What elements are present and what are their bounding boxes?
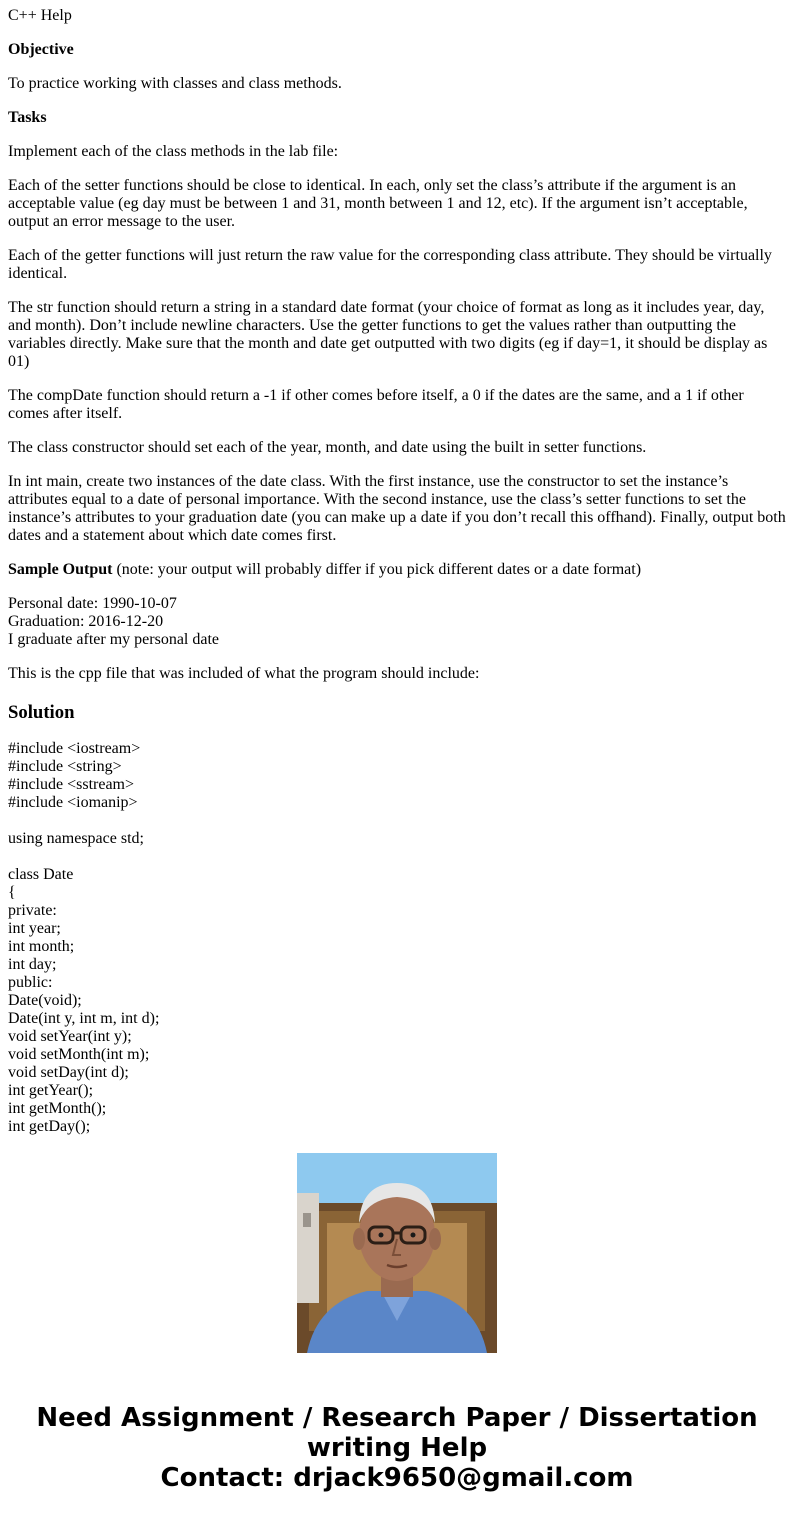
code-line: class Date — [8, 866, 74, 883]
promo-contact: Contact: drjack9650@gmail.com — [160, 1463, 634, 1493]
promo-line-1: Need Assignment / Research Paper / Dissertation — [36, 1403, 758, 1433]
code-line: int getMonth(); — [8, 1100, 107, 1117]
code-line: public: — [8, 974, 53, 991]
setter-paragraph: Each of the setter functions should be close to identical. In each, only set the class’s attribute if the argument is an acceptable value (eg day must be between 1 and 31, month between 1 and 12, etc). If the argument isn’t acceptable, output an error message to the user. — [8, 177, 748, 230]
promo-line-2: writing Help — [306, 1433, 488, 1463]
sample-output-line-3: I graduate after my personal date — [8, 631, 220, 648]
sample-output-line-2: Graduation: 2016-12-20 — [8, 613, 164, 630]
main-paragraph: In int main, create two instances of the date class. With the first instance, use the constructor to set the instance’s attributes equal to a date of personal importance. With the second instance, use the class’s setter functions to set the instance’s attributes to your graduation date (you can make up a date if you don’t recall this offhand). Finally, output both dates and a statement about which date comes first. — [8, 473, 786, 544]
compdate-paragraph: The compDate function should return a -1 if other comes before itself, a 0 if the dates are the same, and a 1 if other comes after itself. — [8, 387, 744, 422]
solution-code — [8, 740, 786, 1136]
objective-heading: Objective — [8, 41, 74, 58]
author-photo-drawing — [297, 1153, 497, 1353]
sample-output-line-1: Personal date: 1990-10-07 — [8, 595, 177, 612]
sample-output-note: (note: your output will probably differ if you pick different dates or a date format) — [112, 561, 642, 578]
code-line: int day; — [8, 956, 57, 973]
code-line: void setYear(int y); — [8, 1028, 132, 1045]
code-line — [8, 812, 786, 830]
sample-output-label: Sample Output — [8, 561, 113, 578]
code-line: int year; — [8, 920, 61, 937]
tasks-intro: Implement each of the class methods in the lab file: — [8, 143, 339, 160]
promo-banner — [0, 1403, 794, 1493]
code-line: void setDay(int d); — [8, 1064, 129, 1081]
code-line — [8, 848, 786, 866]
constructor-paragraph: The class constructor should set each of the year, month, and date using the built in setter functions. — [8, 439, 647, 456]
code-line: int month; — [8, 938, 75, 955]
code-line: #include <iomanip> — [8, 794, 138, 811]
code-line: #include <iostream> — [8, 740, 141, 757]
code-line: void setMonth(int m); — [8, 1046, 150, 1063]
objective-text: To practice working with classes and class methods. — [8, 75, 342, 92]
code-line: private: — [8, 902, 57, 919]
code-line: Date(void); — [8, 992, 82, 1009]
question-title: C++ Help — [8, 7, 72, 24]
str-paragraph: The str function should return a string in a standard date format (your choice of format as long as it includes year, day, and month). Don’t include newline characters. Use the getter functions to get the values rather than outputting the variables directly. Make sure that the month and date get outputted with two digits (eg if day=1, it should be display as 01) — [8, 299, 768, 370]
code-line: int getYear(); — [8, 1082, 94, 1099]
code-line: { — [8, 884, 16, 901]
code-line: #include <string> — [8, 758, 122, 775]
sample-output-line — [8, 561, 786, 579]
solution-heading: Solution — [8, 702, 75, 723]
code-line: #include <sstream> — [8, 776, 135, 793]
code-line: int getDay(); — [8, 1118, 91, 1135]
code-line: using namespace std; — [8, 830, 144, 847]
code-line: Date(int y, int m, int d); — [8, 1010, 160, 1027]
sample-output — [8, 595, 786, 649]
tasks-heading: Tasks — [8, 109, 47, 126]
getter-paragraph: Each of the getter functions will just return the raw value for the corresponding class attribute. They should be virtually identical. — [8, 247, 772, 282]
author-photo-icon — [297, 1153, 497, 1353]
cpp-file-note: This is the cpp file that was included of what the program should include: — [8, 665, 480, 682]
question-content — [8, 0, 786, 1135]
